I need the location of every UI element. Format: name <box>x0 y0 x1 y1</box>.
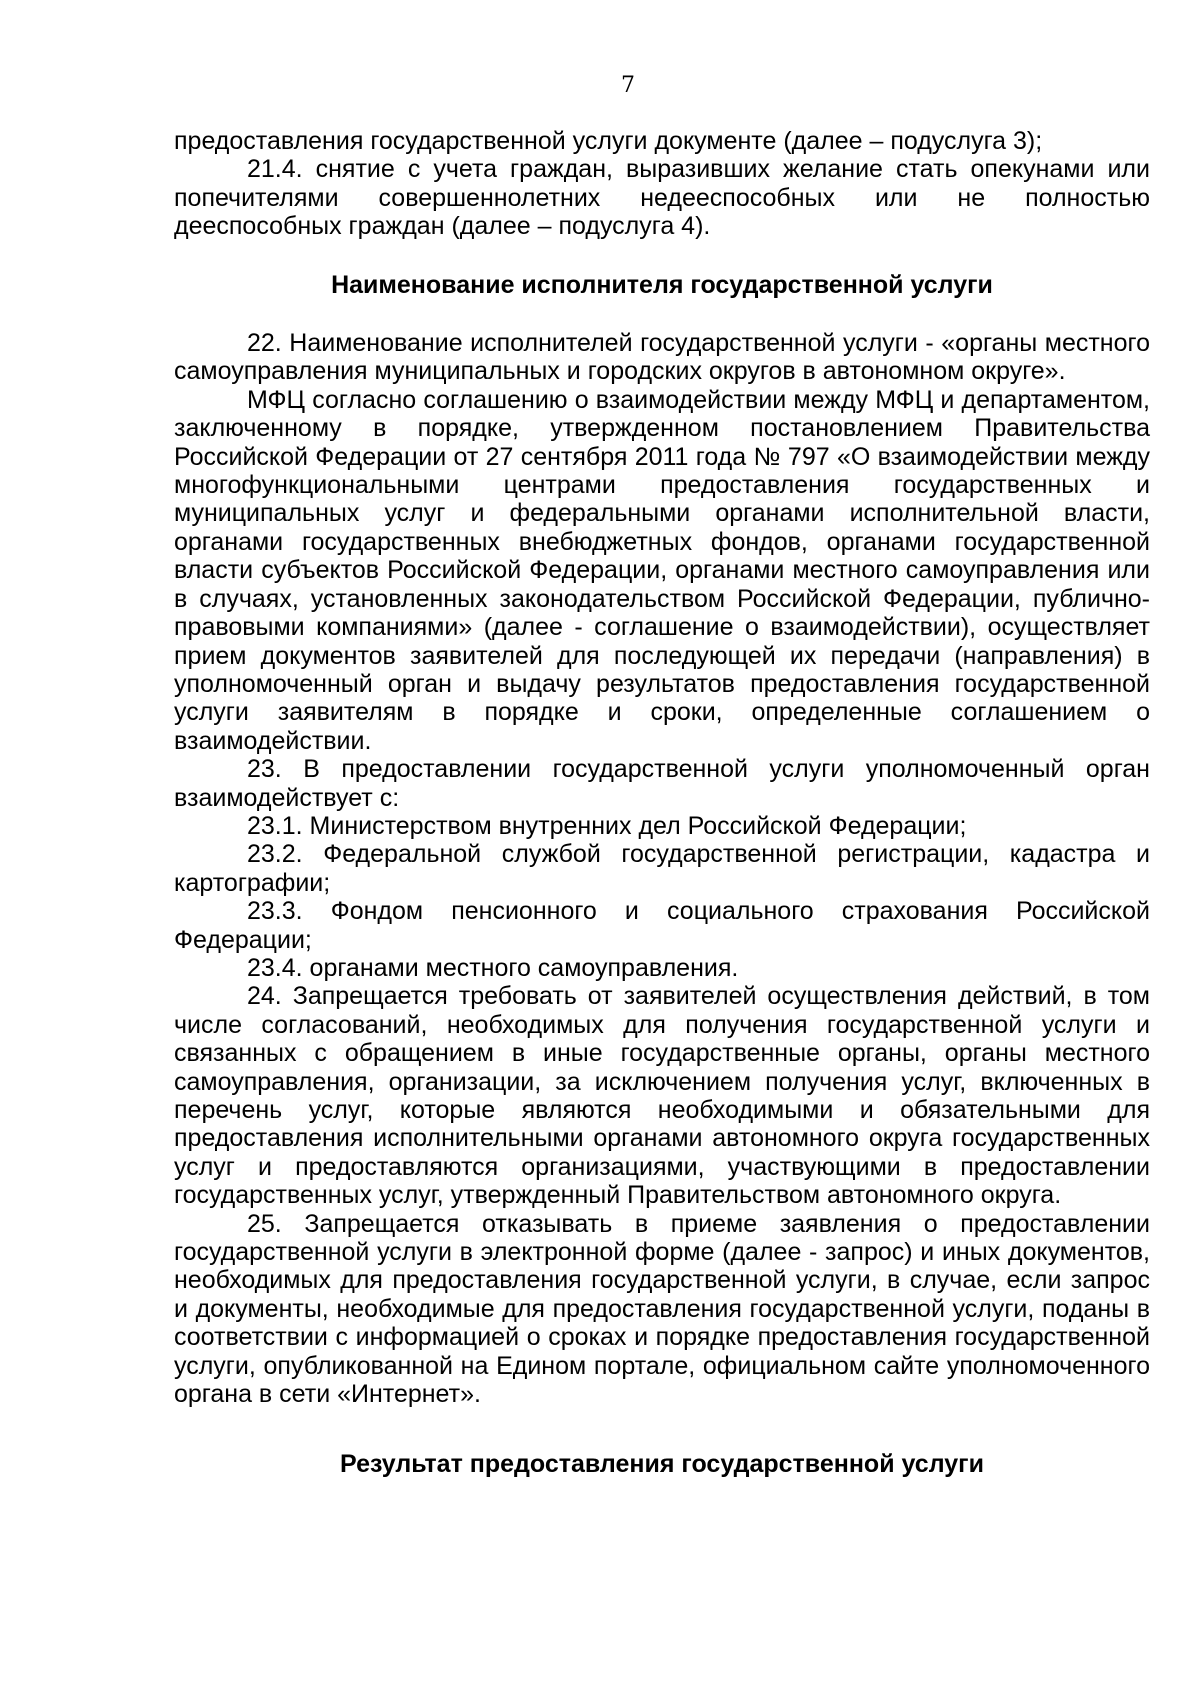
page-number: 7 <box>621 73 635 98</box>
paragraph-21-4: 21.4. снятие с учета граждан, выразивших желание стать опекунами или попечителями совершеннолетних недееспособных или не полностью дееспособных граждан (далее – подуслуга 4). <box>174 155 1150 241</box>
paragraph-23: 23. В предоставлении государственной услуги уполномоченный орган взаимодействует с: <box>174 755 1150 812</box>
paragraph-mfc: МФЦ согласно соглашению о взаимодействии между МФЦ и департаментом, заключенному в порядке, утвержденном постановлением Правительства Российской Федерации от 27 сентября 2011 года № 797 «О взаимодействии между многофункциональными центрами предоставления государственных и муниципальных услуг и федеральными органами исполнительной власти, органами государственных внебюджетных фондов, органами государственной власти субъектов Российской Федерации, органами местного самоуправления или в случаях, установленных законодательством Российской Федерации, публично-правовыми компаниями» (далее - соглашение о взаимодействии), осуществляет прием документов заявителей для последующей их передачи (направления) в уполномоченный орган и выдачу результатов предоставления государственной услуги заявителям в порядке и сроки, определенные соглашением о взаимодействии. <box>174 385 1150 755</box>
paragraph-23-2: 23.2. Федеральной службой государственной регистрации, кадастра и картографии; <box>174 840 1150 897</box>
paragraph-22: 22. Наименование исполнителей государственной услуги - «органы местного самоуправления муниципальных и городских округов в автономном округе». <box>174 329 1150 386</box>
section-heading-result: Результат предоставления государственной услуги <box>340 1450 984 1479</box>
section-heading-performer: Наименование исполнителя государственной услуги <box>331 270 993 299</box>
paragraph-25: 25. Запрещается отказывать в приеме заявления о предоставлении государственной услуги в электронной форме (далее - запрос) и иных документов, необходимых для предоставления государственной услуги, в случае, если запрос и документы, необходимые для предоставления государственной услуги, поданы в соответствии с информацией о сроках и порядке предоставления государственной услуги, опубликованной на Едином портале, официальном сайте уполномоченного органа в сети «Интернет». <box>174 1209 1150 1409</box>
paragraph-continuation: предоставления государственной услуги документе (далее – подуслуга 3); <box>174 127 1043 155</box>
paragraph-23-4: 23.4. органами местного самоуправления. <box>247 953 739 982</box>
paragraph-24: 24. Запрещается требовать от заявителей осуществления действий, в том числе согласований, необходимых для получения государственной услуги и связанных с обращением в иные государственные органы, органы местного самоуправления, организации, за исключением получения услуг, включенных в перечень услуг, которые являются необходимыми и обязательными для предоставления исполнительными органами автономного округа государственных услуг и предоставляются организациями, участвующими в предоставлении государственных услуг, утвержденный Правительством автономного округа. <box>174 982 1150 1210</box>
document-body <box>174 127 1150 1479</box>
paragraph-23-3: 23.3. Фондом пенсионного и социального страхования Российской Федерации; <box>174 897 1150 954</box>
paragraph-23-1: 23.1. Министерством внутренних дел Российской Федерации; <box>247 811 967 840</box>
